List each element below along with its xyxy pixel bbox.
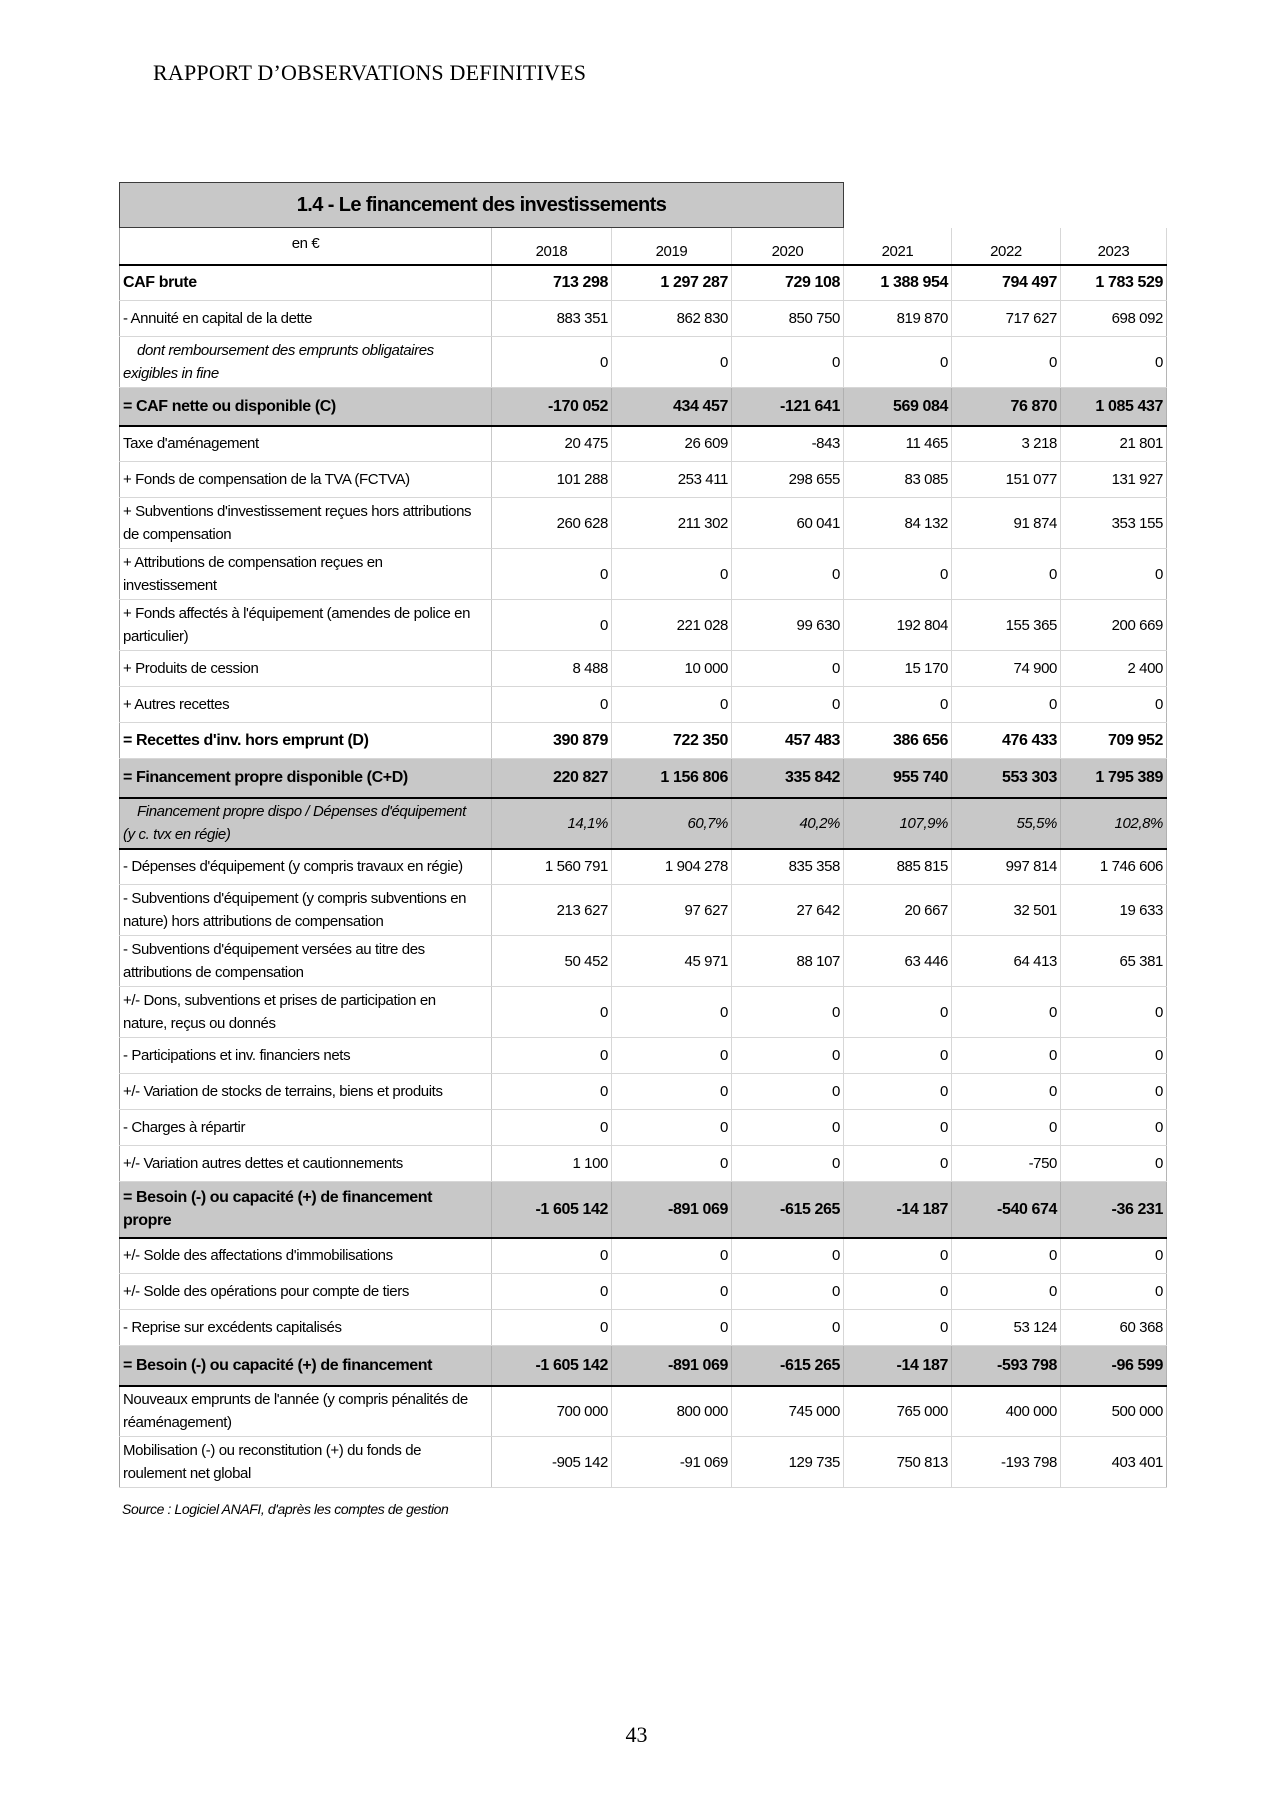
value-cell: 0 — [732, 1238, 844, 1274]
value-cell: 131 927 — [1061, 462, 1167, 498]
row-label-line: +/- Variation de stocks de terrains, biens et produits — [123, 1083, 443, 1100]
value-cell: 1 560 791 — [492, 849, 612, 885]
table-row — [120, 759, 1167, 798]
row-label-line: +/- Solde des opérations pour compte de tiers — [123, 1283, 409, 1300]
value-cell: 0 — [492, 1110, 612, 1146]
table-row — [120, 987, 1167, 1038]
row-label — [120, 1074, 492, 1110]
value-cell: 213 627 — [492, 885, 612, 936]
table-row — [120, 885, 1167, 936]
value-cell: 107,9% — [844, 798, 952, 849]
table-row — [120, 337, 1167, 388]
value-cell: 0 — [952, 1274, 1061, 1310]
value-cell: 0 — [732, 1110, 844, 1146]
row-label-line: + Fonds affectés à l'équipement (amendes de police en — [123, 605, 471, 622]
value-cell: 0 — [844, 337, 952, 388]
row-label-line: - Dépenses d'équipement (y compris travaux en régie) — [123, 858, 463, 876]
table-row — [120, 1074, 1167, 1110]
value-cell: 0 — [952, 1238, 1061, 1274]
value-cell: 26 609 — [612, 426, 732, 462]
value-cell: 0 — [492, 1310, 612, 1346]
value-cell: 97 627 — [612, 885, 732, 936]
value-cell: 700 000 — [492, 1386, 612, 1437]
table-title: 1.4 - Le financement des investissements — [120, 183, 844, 228]
source-note: Source : Logiciel ANAFI, d'après les comptes de gestion — [122, 1501, 449, 1517]
value-cell: 0 — [844, 1110, 952, 1146]
value-cell: 0 — [952, 549, 1061, 600]
value-cell: 0 — [1061, 1074, 1167, 1110]
value-cell: 0 — [612, 549, 732, 600]
row-label-line: - Reprise sur excédents capitalisés — [123, 1319, 342, 1336]
value-cell: 63 446 — [844, 936, 952, 987]
row-label — [120, 885, 492, 936]
value-cell: 0 — [492, 687, 612, 723]
value-cell: 0 — [1061, 687, 1167, 723]
report-header: RAPPORT D’OBSERVATIONS DEFINITIVES — [153, 60, 587, 85]
value-cell: 19 633 — [1061, 885, 1167, 936]
value-cell: 0 — [1061, 549, 1167, 600]
value-cell: 0 — [492, 337, 612, 388]
value-cell: 400 000 — [952, 1386, 1061, 1437]
value-cell: 0 — [1061, 1038, 1167, 1074]
row-label-line: de compensation — [123, 526, 232, 543]
row-label-line: CAF brute — [123, 274, 197, 292]
value-cell: -540 674 — [952, 1182, 1061, 1238]
row-label — [120, 849, 492, 885]
row-label — [120, 1238, 492, 1274]
row-label-line: propre — [123, 1212, 172, 1230]
value-cell: 99 630 — [732, 600, 844, 651]
value-cell: 0 — [844, 1238, 952, 1274]
row-label-line: - Subventions d'équipement versées au titre des — [123, 941, 425, 958]
row-label — [120, 388, 492, 426]
row-label-line: + Autres recettes — [123, 696, 230, 713]
value-cell: 21 801 — [1061, 426, 1167, 462]
value-cell: 151 077 — [952, 462, 1061, 498]
value-cell: -905 142 — [492, 1437, 612, 1488]
value-cell: 0 — [844, 987, 952, 1038]
table-row — [120, 1437, 1167, 1488]
value-cell: -615 265 — [732, 1346, 844, 1386]
value-cell: 0 — [844, 1146, 952, 1182]
row-label-line: = CAF nette ou disponible (C) — [123, 397, 336, 415]
value-cell: 0 — [1061, 1238, 1167, 1274]
row-label — [120, 301, 492, 337]
year-header: 2023 — [1061, 228, 1167, 265]
value-cell: 553 303 — [952, 759, 1061, 798]
value-cell: 0 — [612, 1074, 732, 1110]
value-cell: 27 642 — [732, 885, 844, 936]
value-cell: 76 870 — [952, 388, 1061, 426]
value-cell: 11 465 — [844, 426, 952, 462]
value-cell: 0 — [492, 600, 612, 651]
row-label-line: investissement — [123, 577, 217, 594]
value-cell: 45 971 — [612, 936, 732, 987]
row-label — [120, 462, 492, 498]
value-cell: 0 — [732, 1074, 844, 1110]
row-label — [120, 651, 492, 687]
value-cell: 955 740 — [844, 759, 952, 798]
value-cell: 60 041 — [732, 498, 844, 549]
row-label — [120, 426, 492, 462]
value-cell: 84 132 — [844, 498, 952, 549]
value-cell: 717 627 — [952, 301, 1061, 337]
value-cell: 569 084 — [844, 388, 952, 426]
year-header-row — [120, 228, 1167, 265]
value-cell: 0 — [844, 1274, 952, 1310]
value-cell: 0 — [492, 1074, 612, 1110]
row-label-line: = Besoin (-) ou capacité (+) de financement — [123, 1189, 433, 1207]
value-cell: 0 — [612, 1274, 732, 1310]
row-label-line: - Participations et inv. financiers nets — [123, 1047, 351, 1064]
value-cell: 64 413 — [952, 936, 1061, 987]
value-cell: 74 900 — [952, 651, 1061, 687]
row-label-line: (y c. tvx en régie) — [123, 826, 231, 843]
value-cell: 0 — [1061, 337, 1167, 388]
value-cell: 0 — [732, 987, 844, 1038]
row-label-line: attributions de compensation — [123, 964, 304, 981]
value-cell: 192 804 — [844, 600, 952, 651]
row-label — [120, 1110, 492, 1146]
value-cell: 260 628 — [492, 498, 612, 549]
value-cell: 8 488 — [492, 651, 612, 687]
row-label-line: = Financement propre disponible (C+D) — [123, 769, 408, 787]
investment-financing-table — [119, 182, 1167, 1488]
table-row — [120, 849, 1167, 885]
value-cell: 1 904 278 — [612, 849, 732, 885]
value-cell: 0 — [732, 1146, 844, 1182]
table-row — [120, 1238, 1167, 1274]
value-cell: 745 000 — [732, 1386, 844, 1437]
value-cell: 0 — [492, 987, 612, 1038]
row-label — [120, 687, 492, 723]
value-cell: 500 000 — [1061, 1386, 1167, 1437]
row-label-line: Mobilisation (-) ou reconstitution (+) du fonds de — [123, 1442, 422, 1459]
value-cell: 1 156 806 — [612, 759, 732, 798]
row-label — [120, 1310, 492, 1346]
table-row — [120, 651, 1167, 687]
value-cell: 0 — [492, 1038, 612, 1074]
table-row — [120, 388, 1167, 426]
value-cell: 390 879 — [492, 723, 612, 759]
value-cell: -615 265 — [732, 1182, 844, 1238]
value-cell: 83 085 — [844, 462, 952, 498]
row-label-line: = Besoin (-) ou capacité (+) de financement — [123, 1356, 433, 1374]
value-cell: -891 069 — [612, 1346, 732, 1386]
value-cell: 1 783 529 — [1061, 265, 1167, 301]
table-row — [120, 498, 1167, 549]
value-cell: 835 358 — [732, 849, 844, 885]
value-cell: 0 — [1061, 1110, 1167, 1146]
value-cell: 0 — [612, 1146, 732, 1182]
value-cell: 729 108 — [732, 265, 844, 301]
row-label-line: nature) hors attributions de compensation — [123, 913, 384, 930]
row-label-line: nature, reçus ou donnés — [123, 1015, 276, 1032]
value-cell: 102,8% — [1061, 798, 1167, 849]
value-cell: -96 599 — [1061, 1346, 1167, 1386]
row-label-line: - Annuité en capital de la dette — [123, 310, 313, 327]
value-cell: 765 000 — [844, 1386, 952, 1437]
value-cell: 885 815 — [844, 849, 952, 885]
value-cell: 0 — [952, 687, 1061, 723]
row-label-line: Financement propre dispo / Dépenses d'équipement — [137, 803, 466, 820]
row-label-line: +/- Variation autres dettes et cautionnements — [123, 1155, 403, 1172]
row-label-line: + Produits de cession — [123, 660, 259, 677]
row-label-line: particulier) — [123, 628, 189, 645]
value-cell: 0 — [1061, 987, 1167, 1038]
value-cell: 60 368 — [1061, 1310, 1167, 1346]
value-cell: 750 813 — [844, 1437, 952, 1488]
value-cell: 2 400 — [1061, 651, 1167, 687]
value-cell: 386 656 — [844, 723, 952, 759]
value-cell: 0 — [844, 687, 952, 723]
value-cell: -170 052 — [492, 388, 612, 426]
value-cell: 0 — [952, 1074, 1061, 1110]
value-cell: -1 605 142 — [492, 1346, 612, 1386]
value-cell: 0 — [844, 1074, 952, 1110]
value-cell: 0 — [732, 687, 844, 723]
row-label-line: Nouveaux emprunts de l'année (y compris pénalités de — [123, 1391, 468, 1409]
value-cell: 0 — [612, 1238, 732, 1274]
year-header: 2019 — [612, 228, 732, 265]
value-cell: 353 155 — [1061, 498, 1167, 549]
value-cell: 0 — [612, 337, 732, 388]
table-row — [120, 1110, 1167, 1146]
value-cell: -750 — [952, 1146, 1061, 1182]
value-cell: 40,2% — [732, 798, 844, 849]
value-cell: 200 669 — [1061, 600, 1167, 651]
row-label — [120, 1386, 492, 1437]
table-row — [120, 936, 1167, 987]
value-cell: 101 288 — [492, 462, 612, 498]
row-label — [120, 1038, 492, 1074]
row-label-line: +/- Solde des affectations d'immobilisations — [123, 1247, 393, 1265]
value-cell: 15 170 — [844, 651, 952, 687]
value-cell: 0 — [612, 1110, 732, 1146]
value-cell: 0 — [732, 549, 844, 600]
value-cell: 0 — [844, 1038, 952, 1074]
value-cell: 3 218 — [952, 426, 1061, 462]
unit-label: en € — [120, 228, 492, 265]
value-cell: 50 452 — [492, 936, 612, 987]
value-cell: -121 641 — [732, 388, 844, 426]
value-cell: 32 501 — [952, 885, 1061, 936]
value-cell: 722 350 — [612, 723, 732, 759]
table-row — [120, 265, 1167, 301]
value-cell: 335 842 — [732, 759, 844, 798]
row-label — [120, 1182, 492, 1238]
row-label — [120, 987, 492, 1038]
row-label-line: - Subventions d'équipement (y compris subventions en — [123, 890, 467, 907]
year-header: 2020 — [732, 228, 844, 265]
row-label — [120, 498, 492, 549]
value-cell: 10 000 — [612, 651, 732, 687]
value-cell: 1 085 437 — [1061, 388, 1167, 426]
value-cell: 0 — [492, 1274, 612, 1310]
value-cell: -1 605 142 — [492, 1182, 612, 1238]
value-cell: 698 092 — [1061, 301, 1167, 337]
value-cell: 129 735 — [732, 1437, 844, 1488]
table-row — [120, 1346, 1167, 1386]
value-cell: 0 — [844, 1310, 952, 1346]
row-label-line: +/- Dons, subventions et prises de participation en — [123, 992, 436, 1009]
row-label — [120, 723, 492, 759]
value-cell: 713 298 — [492, 265, 612, 301]
row-label — [120, 798, 492, 849]
value-cell: 0 — [612, 687, 732, 723]
value-cell: 1 746 606 — [1061, 849, 1167, 885]
value-cell: 0 — [612, 987, 732, 1038]
value-cell: -91 069 — [612, 1437, 732, 1488]
value-cell: 211 302 — [612, 498, 732, 549]
value-cell: 819 870 — [844, 301, 952, 337]
row-label-line: réaménagement) — [123, 1414, 232, 1432]
value-cell: 0 — [732, 1274, 844, 1310]
value-cell: 0 — [612, 1310, 732, 1346]
table-row — [120, 798, 1167, 849]
value-cell: 0 — [732, 337, 844, 388]
value-cell: 0 — [1061, 1274, 1167, 1310]
value-cell: 0 — [952, 337, 1061, 388]
value-cell: -14 187 — [844, 1346, 952, 1386]
value-cell: 1 795 389 — [1061, 759, 1167, 798]
value-cell: 850 750 — [732, 301, 844, 337]
value-cell: 1 388 954 — [844, 265, 952, 301]
table-row — [120, 426, 1167, 462]
table-row — [120, 1182, 1167, 1238]
row-label — [120, 1437, 492, 1488]
table-row — [120, 600, 1167, 651]
value-cell: -36 231 — [1061, 1182, 1167, 1238]
value-cell: -593 798 — [952, 1346, 1061, 1386]
value-cell: 0 — [612, 1038, 732, 1074]
value-cell: 155 365 — [952, 600, 1061, 651]
value-cell: 997 814 — [952, 849, 1061, 885]
row-label — [120, 265, 492, 301]
value-cell: 221 028 — [612, 600, 732, 651]
table-row — [120, 462, 1167, 498]
value-cell: 298 655 — [732, 462, 844, 498]
value-cell: 0 — [492, 1238, 612, 1274]
value-cell: 60,7% — [612, 798, 732, 849]
row-label — [120, 1346, 492, 1386]
value-cell: 1 297 287 — [612, 265, 732, 301]
value-cell: 14,1% — [492, 798, 612, 849]
value-cell: 55,5% — [952, 798, 1061, 849]
value-cell: 88 107 — [732, 936, 844, 987]
value-cell: 91 874 — [952, 498, 1061, 549]
row-label-line: + Subventions d'investissement reçues hors attributions — [123, 503, 472, 520]
table-row — [120, 1386, 1167, 1437]
value-cell: 457 483 — [732, 723, 844, 759]
year-header: 2021 — [844, 228, 952, 265]
value-cell: -14 187 — [844, 1182, 952, 1238]
value-cell: 20 667 — [844, 885, 952, 936]
value-cell: 0 — [952, 1110, 1061, 1146]
value-cell: 20 475 — [492, 426, 612, 462]
value-cell: 0 — [844, 549, 952, 600]
value-cell: 0 — [1061, 1146, 1167, 1182]
year-header: 2022 — [952, 228, 1061, 265]
value-cell: -891 069 — [612, 1182, 732, 1238]
value-cell: 434 457 — [612, 388, 732, 426]
row-label — [120, 1274, 492, 1310]
value-cell: 800 000 — [612, 1386, 732, 1437]
value-cell: 220 827 — [492, 759, 612, 798]
page-number: 43 — [625, 1722, 648, 1747]
value-cell: 0 — [952, 1038, 1061, 1074]
table-row — [120, 687, 1167, 723]
row-label-line: - Charges à répartir — [123, 1119, 246, 1136]
row-label — [120, 549, 492, 600]
table-row — [120, 549, 1167, 600]
value-cell: 0 — [952, 987, 1061, 1038]
value-cell: 1 100 — [492, 1146, 612, 1182]
value-cell: 862 830 — [612, 301, 732, 337]
value-cell: 403 401 — [1061, 1437, 1167, 1488]
value-cell: 0 — [732, 651, 844, 687]
row-label-line: + Fonds de compensation de la TVA (FCTVA) — [123, 471, 410, 488]
value-cell: -843 — [732, 426, 844, 462]
table-row — [120, 1310, 1167, 1346]
row-label-line: Taxe d'aménagement — [123, 435, 259, 453]
row-label — [120, 759, 492, 798]
value-cell: 53 124 — [952, 1310, 1061, 1346]
row-label-line: exigibles in fine — [123, 365, 219, 382]
value-cell: 883 351 — [492, 301, 612, 337]
table-row — [120, 301, 1167, 337]
row-label — [120, 1146, 492, 1182]
value-cell: 253 411 — [612, 462, 732, 498]
value-cell: 709 952 — [1061, 723, 1167, 759]
row-label — [120, 600, 492, 651]
value-cell: 65 381 — [1061, 936, 1167, 987]
value-cell: 0 — [492, 549, 612, 600]
row-label — [120, 936, 492, 987]
value-cell: 0 — [732, 1310, 844, 1346]
value-cell: 794 497 — [952, 265, 1061, 301]
table-row — [120, 1146, 1167, 1182]
row-label-line: + Attributions de compensation reçues en — [123, 554, 383, 571]
table-row — [120, 1038, 1167, 1074]
value-cell: -193 798 — [952, 1437, 1061, 1488]
value-cell: 0 — [732, 1038, 844, 1074]
row-label-line: roulement net global — [123, 1465, 251, 1482]
row-label-line: = Recettes d'inv. hors emprunt (D) — [123, 732, 369, 749]
year-header: 2018 — [492, 228, 612, 265]
row-label — [120, 337, 492, 388]
table-row — [120, 1274, 1167, 1310]
value-cell: 476 433 — [952, 723, 1061, 759]
row-label-line: dont remboursement des emprunts obligataires — [137, 342, 434, 359]
table-row — [120, 723, 1167, 759]
